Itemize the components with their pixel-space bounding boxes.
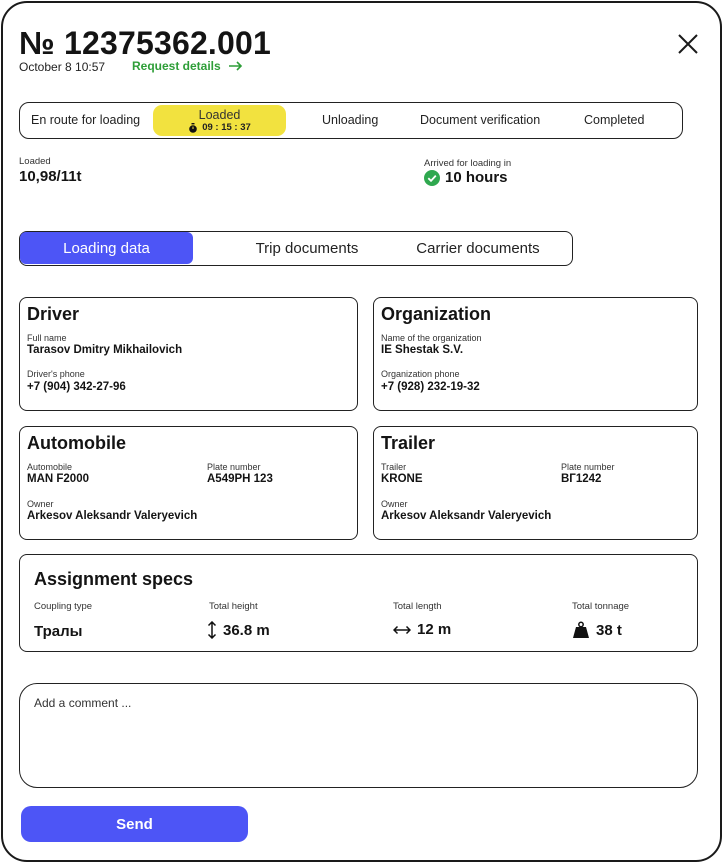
loading-timer (188, 122, 251, 134)
tonnage-label: Total tonnage (572, 601, 630, 612)
loaded-value: 10,98/11t (19, 168, 82, 185)
step-loaded-label: Loaded (198, 107, 241, 122)
height-text: 36.8 m (223, 621, 270, 639)
driver-title: Driver (27, 304, 80, 324)
timer-value: 09 : 15 : 37 (202, 121, 251, 133)
step-loaded-active (153, 105, 286, 136)
trailer-plate-label: Plate number (561, 462, 615, 472)
tab-carrier-documents[interactable]: Carrier documents (416, 239, 540, 257)
stopwatch-icon (188, 123, 198, 133)
request-details-label: Request details (132, 59, 221, 73)
step-unloading: Unloading (322, 113, 379, 127)
specs-title: Assignment specs (34, 569, 194, 589)
driver-phone-label: Driver's phone (27, 369, 85, 379)
organization-name-label: Name of the organization (381, 333, 482, 343)
status-stepper (19, 102, 683, 139)
horizontal-arrows-icon (393, 625, 411, 635)
weight-icon (572, 621, 590, 639)
driver-name: Tarasov Dmitry Mikhailovich (27, 344, 183, 356)
trailer-owner-label: Owner (381, 499, 408, 509)
automobile-owner: Arkesov Aleksandr Valeryevich (27, 510, 198, 522)
assignment-specs-card (19, 554, 698, 652)
loaded-label: Loaded (19, 156, 51, 167)
check-circle-icon (424, 170, 440, 186)
tab-bar (19, 231, 573, 266)
automobile-owner-label: Owner (27, 499, 54, 509)
organization-name: IE Shestak S.V. (381, 344, 464, 356)
automobile-card (19, 426, 358, 540)
automobile-model: MAN F2000 (27, 473, 89, 485)
request-details-link[interactable] (132, 59, 243, 73)
automobile-plate-label: Plate number (207, 462, 261, 472)
coupling-label: Coupling type (34, 601, 93, 612)
driver-name-label: Full name (27, 333, 67, 343)
trailer-model-label: Trailer (381, 462, 407, 472)
step-document-verification: Document verification (420, 113, 541, 127)
trailer-card (373, 426, 698, 540)
coupling-value (34, 623, 82, 640)
comment-input[interactable] (19, 683, 698, 788)
driver-phone: +7 (904) 342-27-96 (27, 381, 126, 393)
tonnage-value (572, 621, 622, 639)
order-date: October 8 10:57 (19, 60, 106, 74)
order-modal (1, 1, 722, 862)
trailer-title: Trailer (381, 433, 436, 453)
trailer-model: KRONE (381, 473, 423, 485)
arrow-right-icon (229, 61, 243, 71)
driver-card (19, 297, 358, 411)
height-label: Total height (209, 601, 258, 612)
automobile-model-label: Automobile (27, 462, 73, 472)
vertical-arrows-icon (207, 621, 217, 639)
organization-phone: +7 (928) 232-19-32 (381, 381, 480, 393)
organization-card (373, 297, 698, 411)
tab-trip-documents[interactable]: Trip documents (255, 239, 359, 257)
step-en-route: En route for loading (31, 113, 141, 127)
tonnage-text: 38 t (596, 621, 622, 639)
close-icon[interactable] (675, 31, 701, 57)
automobile-title: Automobile (27, 433, 126, 453)
tab-loading-data[interactable]: Loading data (20, 232, 193, 264)
height-value (207, 621, 270, 639)
length-value (393, 621, 451, 638)
automobile-plate: А549РН 123 (207, 473, 273, 485)
send-button[interactable]: Send (21, 806, 248, 842)
trailer-plate: ВГ1242 (561, 473, 602, 485)
length-text: 12 m (417, 621, 452, 638)
coupling-text: Тралы (34, 623, 83, 640)
organization-phone-label: Organization phone (381, 369, 460, 379)
length-label: Total length (393, 601, 442, 612)
page-title: № 12375362.001 (19, 25, 272, 61)
trailer-owner: Arkesov Aleksandr Valeryevich (381, 510, 552, 522)
step-completed: Completed (584, 113, 645, 127)
arrived-value: 10 hours (445, 169, 508, 186)
organization-title: Organization (381, 304, 492, 324)
arrived-label: Arrived for loading in (424, 158, 512, 169)
